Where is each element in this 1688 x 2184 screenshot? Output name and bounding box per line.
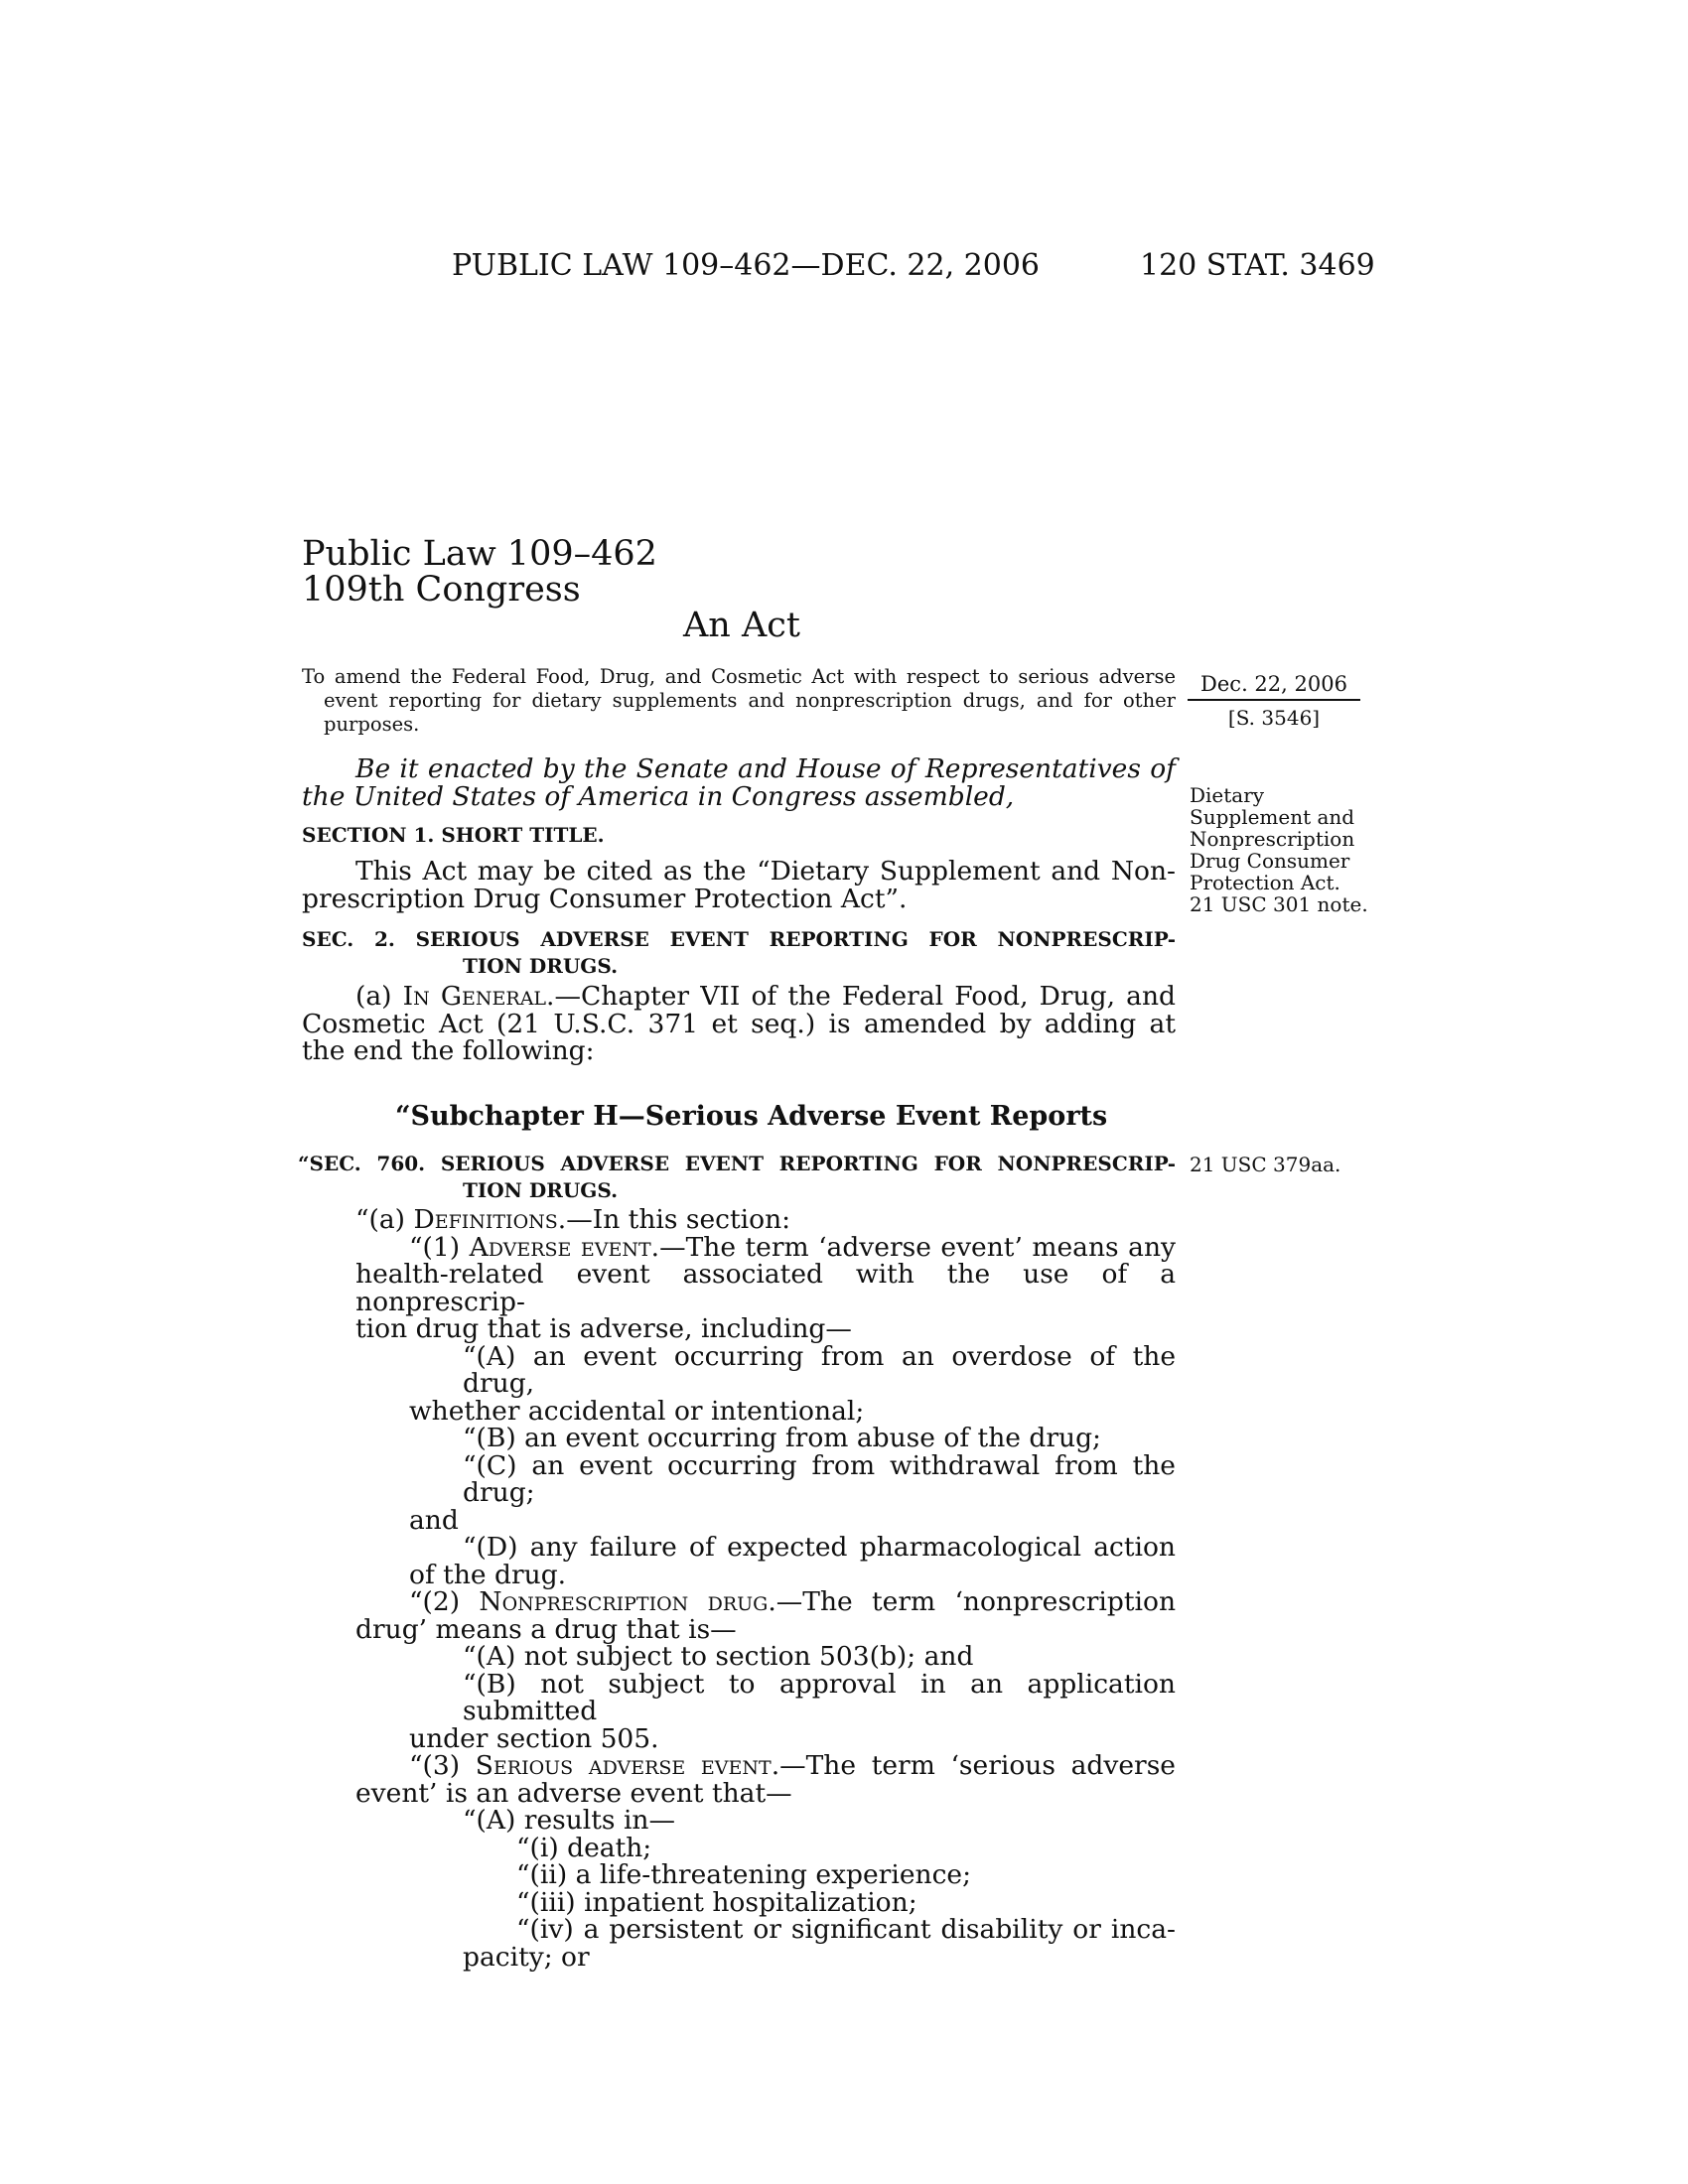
margin-short-title-note [1190,784,1368,915]
margin-note-line: Drug Consumer [1190,849,1350,873]
section-1-text [302,858,1176,912]
sec-760-2-caption: Nonprescription drug [479,1586,769,1617]
sec-760-1D-line: of the drug. [409,1559,567,1590]
sec-760-2B-line: “(B) not subject to approval in an application submitted [463,1668,1176,1726]
sec-760-3-line: event’ is an adverse event that— [355,1777,792,1809]
sec-760-3-caption: Serious adverse event [475,1750,772,1781]
purpose-line: purposes. [324,713,420,736]
sec-760-2B-line: under section 505. [409,1722,659,1754]
sec-760-1C-line: “(C) an event occurring from withdrawal from the drug; [463,1449,1176,1508]
margin-note-line: Supplement and [1190,805,1355,829]
enacting-line: Be it enacted by the Senate and House of Representatives of [355,753,1176,784]
sec-760-1A-line: whether accidental or intentional; [409,1395,865,1427]
act-purpose [302,665,1176,737]
public-law-number: Public Law 109–462 [302,534,657,574]
sec-760-a-caption: Definitions [413,1204,558,1235]
margin-enactment-date: Dec. 22, 2006 [1200,672,1347,696]
sec-760-heading-line: TION DRUGS. [463,1178,619,1202]
an-act-heading: An Act [683,606,800,645]
sec-760-1-line: health-related event associated with the use of a nonprescrip- [355,1259,1176,1317]
enacting-line: the United States of America in Congress assembled, [302,781,1015,812]
sec-760-heading [298,1152,1176,1202]
title-block [302,536,657,608]
sec-760-2-line: “(2) Nonprescription drug.—The term ‘nonprescription [409,1586,1177,1617]
margin-note-line: 21 USC 301 note. [1190,892,1368,916]
purpose-line: event reporting for dietary supplements and nonprescription drugs, and for other [324,689,1176,712]
purpose-line: To amend the Federal Food, Drug, and Cosmetic Act with respect to serious adverse [302,665,1176,688]
margin-note-line: Protection Act. [1190,871,1340,894]
margin-note-line: Nonprescription [1190,827,1355,851]
margin-note-line: Dietary [1190,783,1265,807]
running-header-law-date: PUBLIC LAW 109–462—DEC. 22, 2006 [452,248,1041,283]
section-2-a-caption: In General [402,981,547,1012]
sec-760-3Aii-line: “(ii) a life-threatening experience; [516,1859,972,1890]
margin-enactment-date-block [1188,673,1360,729]
sec-760-1C-line: and [409,1504,459,1536]
section-2-heading-line: TION DRUGS. [463,954,619,978]
section-2-heading-line: SEC. 2. SERIOUS ADVERSE EVENT REPORTING FOR NONPRESCRIP- [302,927,1176,951]
sec-760-3Aiii-line: “(iii) inpatient hospitalization; [516,1886,917,1918]
congress-number: 109th Congress [302,570,581,610]
section-2-a-text [302,983,1176,1065]
sec-760-heading-line: “SEC. 760. SERIOUS ADVERSE EVENT REPORTING FOR NONPRESCRIP- [298,1152,1176,1175]
sec-760-3Aiv-line: “(iv) a persistent or significant disability or inca- [516,1914,1176,1945]
subchapter-heading: “Subchapter H—Serious Adverse Event Reports [395,1101,1108,1132]
sec-760-2A-line: “(A) not subject to section 503(b); and [463,1641,974,1672]
section-2-a-line: the end the following: [302,1035,595,1066]
sec-760-1-line: “(1) Adverse event.—The term ‘adverse event’ means any [409,1231,1176,1263]
sec-760-1-caption: Adverse event [469,1231,651,1263]
section-1-line: This Act may be cited as the “Dietary Supplement and Non- [355,856,1176,887]
sec-760-3Aiv-line: pacity; or [463,1941,590,1973]
sec-760-3A-line: “(A) results in— [463,1805,675,1836]
sec-760-1D-line: “(D) any failure of expected pharmacological action [463,1532,1176,1563]
sec-760-body [302,1206,1176,1971]
section-1-heading: SECTION 1. SHORT TITLE. [302,823,605,847]
section-2-a-line: Cosmetic Act (21 U.S.C. 371 et seq.) is amended by adding at [302,1008,1176,1039]
sec-760-1A-line: “(A) an event occurring from an overdose of the drug, [463,1340,1176,1399]
sec-760-1-line: tion drug that is adverse, including— [355,1313,852,1344]
running-header-stat-page: 120 STAT. 3469 [1140,248,1375,283]
margin-usc-379aa: 21 USC 379aa. [1190,1153,1341,1176]
section-1-line: prescription Drug Consumer Protection Act”. [302,883,908,914]
section-2-heading [302,927,1176,978]
sec-760-3Ai-line: “(i) death; [516,1832,652,1863]
section-2-a-line: (a) In General.—Chapter VII of the Federal Food, Drug, and [355,981,1176,1012]
sec-760-1B-line: “(B) an event occurring from abuse of the drug; [463,1423,1101,1453]
margin-bill-number: [S. 3546] [1227,706,1321,730]
sec-760-a-line: “(a) Definitions.—In this section: [355,1204,791,1235]
sec-760-3-line: “(3) Serious adverse event.—The term ‘serious adverse [409,1750,1176,1781]
sec-760-2-line: drug’ means a drug that is— [355,1613,737,1645]
enacting-clause [302,755,1176,811]
